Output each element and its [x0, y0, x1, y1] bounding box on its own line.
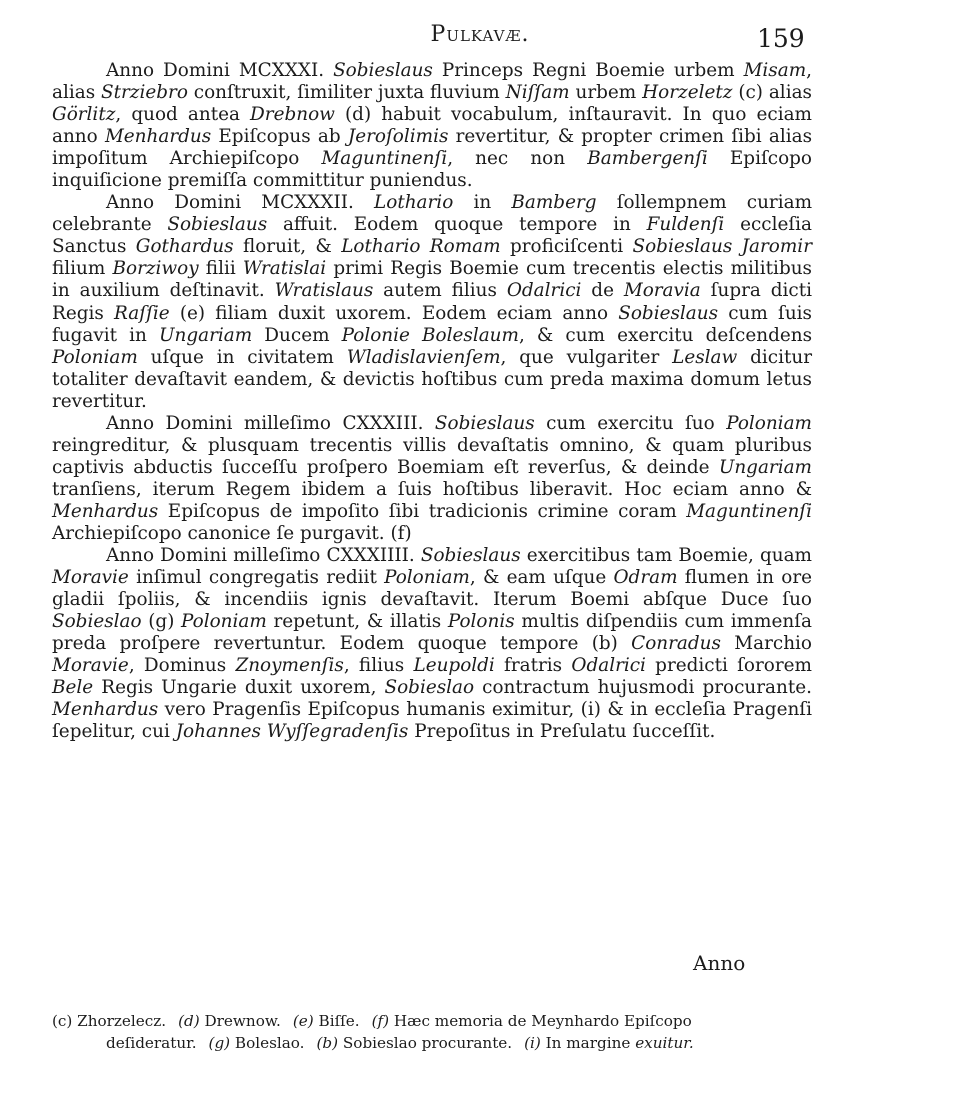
- italic-text-run: Odalrici: [506, 280, 582, 302]
- body-text: [52, 60, 812, 743]
- footnote-line-1: [52, 1010, 822, 1032]
- text-run: Regis Ungarie duxit uxorem,: [93, 677, 385, 699]
- text-run: multis diſpendiis cum immenſa preda proſpere revertuntur. Eodem quoque tempore (b): [52, 611, 812, 655]
- footnote: [106, 1034, 197, 1052]
- italic-text-run: Polonie Boleslaum: [341, 324, 519, 346]
- text-run: Biſſe.: [313, 1012, 360, 1030]
- text-run: Hæc memoria de Meynhardo Epiſcopo: [389, 1012, 692, 1030]
- italic-text-run: (e): [292, 1012, 314, 1030]
- text-run: predicti ſororem: [645, 655, 812, 677]
- footnote-line-2: [52, 1032, 822, 1054]
- text-run: In margine: [540, 1034, 636, 1052]
- italic-text-run: Sobieslaus: [420, 545, 521, 567]
- italic-text-run: Fuldenſi: [646, 214, 725, 236]
- italic-text-run: Poloniam: [181, 611, 267, 633]
- text-run: fratris: [494, 655, 572, 677]
- text-run: reingreditur, & plusquam trecentis villis devaſtatis omnino, & quam pluribus captivis abductis ſucceſſu proſpero Boemiam eſt reverſus, & deinde: [52, 434, 812, 478]
- italic-text-run: Sobieslaus: [167, 214, 268, 236]
- text-run: Drewnow.: [199, 1012, 281, 1030]
- italic-text-run: Sobieslao: [52, 611, 142, 633]
- italic-text-run: Leupoldi: [413, 655, 495, 677]
- text-run: exercitibus tam Boemie, quam: [520, 545, 812, 567]
- text-run: dicitur totaliter devaſtavit eandem, & devictis hoſtibus cum preda maxima domum letus revertitur.: [52, 346, 812, 412]
- text-run: Anno Domini milleſimo CXXXIII.: [106, 412, 435, 434]
- text-run: ſollempnem curiam celebrante: [52, 192, 813, 236]
- footnotes: [52, 1010, 822, 1054]
- italic-text-run: Wratislai: [242, 258, 327, 280]
- text-run: Boleslao.: [230, 1034, 305, 1052]
- footnote: [209, 1034, 305, 1052]
- text-run: revertitur, & propter crimen ſibi alias impoſitum Archiepiſcopo: [52, 126, 813, 170]
- footnote: [524, 1034, 694, 1052]
- text-run: urbem: [569, 82, 643, 104]
- italic-text-run: Sobieslaus: [618, 302, 719, 324]
- paragraph: [52, 60, 812, 192]
- italic-text-run: Menhardus: [52, 699, 159, 721]
- text-run: proficiſcenti: [500, 236, 633, 258]
- text-run: Epiſcopus de impoſito ſibi tradicionis crimine coram: [158, 500, 687, 522]
- footnote: [178, 1012, 281, 1030]
- italic-text-run: Johannes Wyſſegradenſis: [175, 721, 409, 743]
- italic-text-run: Znoymenſis: [235, 655, 344, 677]
- italic-text-run: Polonis: [447, 611, 515, 633]
- italic-text-run: Conradus: [631, 633, 721, 655]
- text-run: Marchio: [720, 633, 812, 655]
- text-run: (c) Zhorzelecz.: [52, 1012, 167, 1030]
- italic-text-run: Sobieslaus: [434, 412, 535, 434]
- italic-text-run: Poloniam: [384, 567, 470, 589]
- text-run: flumen in ore gladii ſpoliis, & incendiis ignis devaſtavit. Iterum Boemi abſque Duce ſuo: [52, 567, 812, 611]
- text-run: Archiepiſcopo canonice ſe purgavit. (f): [52, 522, 412, 544]
- text-run: vero Pragenſis Epiſcopus humanis eximitur, (i) & in eccleſia Pragenſi ſepelitur, cui: [52, 699, 812, 743]
- text-run: de: [581, 280, 624, 302]
- italic-text-run: Gothardus: [135, 236, 234, 258]
- text-run: , filius: [343, 655, 414, 677]
- italic-text-run: Lothario: [374, 192, 454, 214]
- italic-text-run: Strziebro: [101, 82, 188, 104]
- italic-text-run: Bamberg: [511, 192, 597, 214]
- text-run: autem filius: [373, 280, 507, 302]
- paragraph: [52, 545, 812, 743]
- italic-text-run: Sobieslaus Jaromir: [632, 236, 812, 258]
- text-run: , quod antea: [115, 104, 251, 126]
- paragraph: [52, 192, 812, 412]
- italic-text-run: Moravie: [52, 567, 129, 589]
- text-run: Anno Domini MCXXXI.: [106, 60, 334, 81]
- text-run: (e) filiam duxit uxorem. Eodem eciam anno: [169, 302, 619, 324]
- italic-text-run: Bambergenſi: [587, 148, 708, 170]
- italic-text-run: Jeroſolimis: [347, 126, 449, 148]
- text-run: in: [453, 192, 512, 214]
- text-run: Sobieslao procurante.: [338, 1034, 513, 1052]
- text-run: (c) alias: [732, 82, 812, 104]
- footnote: [52, 1012, 166, 1030]
- text-run: (g): [141, 611, 182, 633]
- italic-text-run: Niſſam: [505, 82, 570, 104]
- italic-text-run: (b): [316, 1034, 339, 1052]
- running-title: Pulkavæ.: [430, 22, 530, 47]
- text-run: (d) habuit vocabulum, inſtauravit. In quo eciam anno: [52, 104, 812, 148]
- italic-text-run: Wratislaus: [274, 280, 374, 302]
- text-run: , que vulgariter: [500, 346, 673, 368]
- text-run: primi Regis Boemie cum trecentis electis militibus in auxilium deſtinavit.: [52, 258, 812, 302]
- text-run: inſimul congregatis rediit: [128, 567, 385, 589]
- italic-text-run: Borziwoy: [112, 258, 199, 280]
- text-run: , alias: [52, 60, 812, 104]
- italic-text-run: Menhardus: [104, 126, 212, 148]
- italic-text-run: Leslaw: [672, 346, 738, 368]
- footnote: [316, 1034, 512, 1052]
- text-run: Anno Domini MCXXXII.: [106, 192, 375, 214]
- italic-text-run: (f): [371, 1012, 390, 1030]
- text-run: affuit. Eodem quoque tempore in: [267, 214, 647, 236]
- text-run: floruit, &: [233, 236, 342, 258]
- text-run: tranſiens, iterum Regem ibidem a ſuis hoſtibus liberavit. Hoc eciam anno &: [52, 478, 812, 500]
- italic-text-run: Poloniam: [52, 346, 138, 368]
- text-run: Princeps Regni Boemie urbem: [432, 60, 744, 81]
- italic-text-run: (d): [178, 1012, 200, 1030]
- italic-text-run: Raſſie: [114, 302, 170, 324]
- text-run: filium: [52, 258, 113, 280]
- italic-text-run: Maguntinenſi: [321, 148, 448, 170]
- text-run: repetunt, & illatis: [266, 611, 448, 633]
- page-number: 159: [757, 24, 805, 53]
- text-run: contractum hujusmodi procurante.: [474, 677, 812, 699]
- italic-text-run: Maguntinenſi: [686, 500, 812, 522]
- italic-text-run: Görlitz: [52, 104, 116, 126]
- text-run: , & eam uſque: [469, 567, 614, 589]
- italic-text-run: Poloniam: [726, 412, 812, 434]
- italic-text-run: Moravia: [623, 280, 701, 302]
- text-run: Prepoſitus in Preſulatu ſucceſſit.: [408, 721, 716, 743]
- text-run: , nec non: [447, 148, 588, 170]
- italic-text-run: Lothario Romam: [341, 236, 501, 258]
- footnote: [293, 1012, 360, 1030]
- catchword: Anno: [693, 951, 746, 975]
- text-run: conſtruxit, ſimiliter juxta fluvium: [187, 82, 506, 104]
- italic-text-run: (g): [208, 1034, 231, 1052]
- italic-text-run: Odalrici: [571, 655, 646, 677]
- text-run: , Dominus: [128, 655, 236, 677]
- italic-text-run: Odram: [613, 567, 678, 589]
- italic-text-run: Wladislavienſem: [346, 346, 501, 368]
- text-run: eccleſia Sanctus: [52, 214, 812, 258]
- text-run: Ducem: [252, 324, 342, 346]
- italic-text-run: Moravie: [52, 655, 129, 677]
- text-run: deſideratur.: [106, 1034, 197, 1052]
- text-run: , & cum exercitu deſcendens: [518, 324, 813, 346]
- italic-text-run: Bele: [52, 677, 94, 699]
- italic-text-run: Sobieslao: [384, 677, 475, 699]
- text-run: Epiſcopus ab: [211, 126, 348, 148]
- italic-text-run: (i): [524, 1034, 541, 1052]
- text-run: uſque in civitatem: [137, 346, 347, 368]
- footnote: [372, 1012, 692, 1030]
- italic-text-run: Horzeletz: [642, 82, 733, 104]
- italic-text-run: Ungariam: [159, 324, 253, 346]
- text-run: cum ſuis fugavit in: [52, 302, 812, 346]
- text-run: Epiſcopo inquiſicione premiſſa committitur puniendus.: [52, 148, 812, 192]
- italic-text-run: Sobieslaus: [333, 60, 433, 81]
- paragraph: [52, 413, 812, 545]
- italic-text-run: Misam: [743, 60, 807, 81]
- text-run: Anno Domini milleſimo CXXXIIII.: [106, 545, 421, 567]
- italic-text-run: Drebnow: [250, 104, 335, 126]
- italic-text-run: Menhardus: [52, 500, 159, 522]
- text-run: cum exercitu ſuo: [534, 412, 727, 434]
- text-run: filii: [198, 258, 243, 280]
- italic-text-run: Ungariam: [718, 456, 812, 478]
- italic-text-run: exuitur.: [635, 1034, 694, 1052]
- text-run: ſupra dicti Regis: [52, 280, 812, 324]
